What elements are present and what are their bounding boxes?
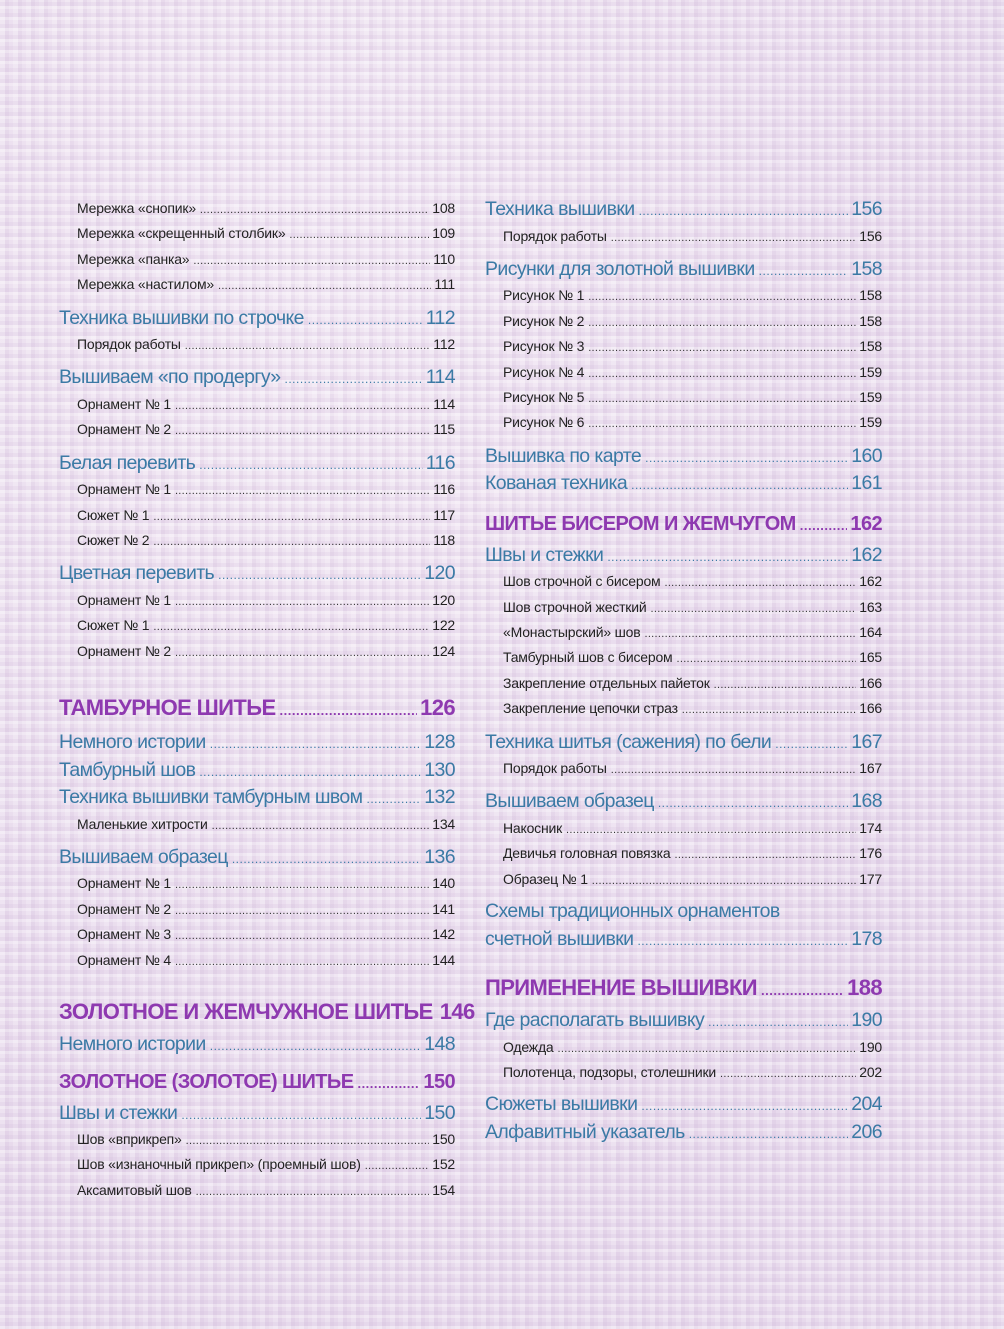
- entry-page: 132: [424, 786, 455, 809]
- toc-entry[interactable]: [59, 332, 455, 357]
- entry-title: Тамбурный шов: [59, 758, 196, 781]
- entry-page: 159: [859, 388, 882, 405]
- entry-page: 164: [859, 624, 882, 641]
- dot-leader: [175, 873, 429, 898]
- entry-page: 120: [424, 562, 455, 585]
- entry-title: Вышивка по карте: [485, 444, 642, 467]
- entry-page: 159: [859, 363, 882, 380]
- toc-heading[interactable]: [59, 844, 455, 872]
- toc-entry[interactable]: [59, 528, 455, 553]
- toc-heading[interactable]: [485, 196, 882, 224]
- dot-leader: [592, 869, 856, 894]
- dot-leader: [644, 622, 856, 647]
- entry-page: 109: [432, 225, 455, 242]
- dot-leader: [689, 1121, 849, 1149]
- entry-page: 122: [432, 617, 455, 634]
- dot-leader: [153, 505, 430, 530]
- entry-page: 148: [424, 1033, 455, 1056]
- entry-page: 174: [859, 819, 882, 836]
- entry-page: 150: [432, 1131, 455, 1148]
- entry-title: ШИТЬЕ БИСЕРОМ И ЖЕМЧУГОМ: [485, 512, 796, 535]
- entry-page: 162: [850, 512, 882, 535]
- dot-leader: [611, 758, 856, 783]
- entry-page: 178: [851, 927, 882, 950]
- toc-section-heading[interactable]: [485, 971, 882, 1005]
- toc-entry[interactable]: [59, 639, 455, 664]
- entry-title: Орнамент № 2: [77, 421, 171, 438]
- toc-heading[interactable]: [485, 1091, 882, 1119]
- entry-title: Мережка «снопик»: [77, 200, 196, 216]
- dot-leader: [631, 472, 848, 500]
- dot-leader: [175, 899, 429, 924]
- entry-title: Сюжеты вышивки: [485, 1093, 638, 1116]
- entry-title: Закрепление отдельных пайеток: [503, 674, 710, 691]
- dot-leader: [175, 394, 430, 419]
- entry-page: 141: [432, 900, 455, 917]
- dot-leader: [650, 597, 856, 622]
- toc-entry[interactable]: [485, 360, 882, 385]
- entry-page: 117: [433, 506, 455, 523]
- entry-title: счетной вышивки: [485, 927, 634, 950]
- entry-title: Орнамент № 1: [77, 875, 171, 892]
- entry-page: 154: [432, 1181, 455, 1198]
- entry-page: 130: [424, 758, 455, 781]
- dot-leader: [212, 814, 430, 839]
- dot-leader: [637, 928, 848, 956]
- dot-leader: [175, 924, 429, 949]
- dot-leader: [285, 366, 423, 394]
- entry-title: Немного истории: [59, 731, 206, 754]
- dot-leader: [800, 511, 848, 541]
- entry-page: 150: [423, 1070, 455, 1093]
- entry-title: Порядок работы: [503, 760, 607, 777]
- dot-leader: [775, 731, 848, 759]
- entry-title: «Монастырский» шов: [503, 624, 641, 641]
- dot-leader: [218, 274, 431, 299]
- toc-entry[interactable]: [485, 334, 882, 359]
- toc-heading[interactable]: [485, 1119, 882, 1147]
- entry-title: Рисунок № 3: [503, 338, 585, 355]
- dot-leader: [641, 1093, 848, 1121]
- dot-leader: [175, 419, 430, 444]
- entry-page: 111: [434, 276, 455, 293]
- toc-entry[interactable]: [485, 645, 882, 670]
- entry-title: Одежда: [503, 1038, 554, 1055]
- entry-title: Шов строчной с бисером: [503, 573, 661, 590]
- toc-entry[interactable]: [485, 671, 882, 696]
- toc-entry[interactable]: [485, 1035, 882, 1060]
- toc-entry[interactable]: [59, 196, 455, 221]
- toc-section-heading[interactable]: [59, 1067, 455, 1097]
- entry-page: 144: [432, 951, 455, 968]
- toc-entry[interactable]: [485, 595, 882, 620]
- entry-page: 114: [425, 366, 455, 389]
- entry-title: Техника вышивки по строчке: [59, 306, 304, 329]
- dot-leader: [357, 1069, 420, 1099]
- entry-title: Орнамент № 2: [77, 642, 171, 659]
- toc-entry[interactable]: [485, 696, 882, 721]
- dot-leader: [199, 452, 422, 480]
- entry-page: 118: [433, 532, 455, 549]
- dot-leader: [186, 1129, 430, 1154]
- toc-heading[interactable]: [59, 305, 455, 333]
- dot-leader: [588, 336, 856, 361]
- toc-heading[interactable]: [485, 788, 882, 816]
- entry-page: 190: [859, 1038, 882, 1055]
- entry-title: Вышиваем «по продергу»: [59, 366, 281, 389]
- toc-entry[interactable]: [485, 1060, 882, 1085]
- entry-title: Немного истории: [59, 1033, 206, 1056]
- entry-page: 167: [851, 730, 882, 753]
- entry-title: Швы и стежки: [59, 1101, 178, 1124]
- entry-page: 177: [859, 870, 882, 887]
- toc-entry[interactable]: [59, 247, 455, 272]
- entry-page: 204: [851, 1093, 882, 1116]
- entry-title: ЗОЛОТНОЕ (ЗОЛОТОЕ) ШИТЬЕ: [59, 1070, 354, 1093]
- entry-title: Рисунок № 4: [503, 363, 585, 380]
- dot-leader: [210, 1033, 422, 1061]
- entry-title: Сюжет № 1: [77, 506, 150, 523]
- toc-entry[interactable]: [485, 385, 882, 410]
- entry-page: 202: [859, 1064, 882, 1081]
- entry-page: 161: [851, 472, 882, 495]
- dot-leader: [181, 1102, 421, 1130]
- dot-leader: [175, 950, 429, 975]
- dot-leader: [658, 790, 848, 818]
- toc-heading[interactable]: [59, 560, 455, 588]
- entry-title: Полотенца, подзоры, столешники: [503, 1064, 717, 1081]
- entry-page: 115: [433, 421, 455, 438]
- dot-leader: [365, 1154, 430, 1179]
- entry-title: Порядок работы: [77, 336, 181, 353]
- entry-page: 124: [432, 642, 455, 659]
- toc-entry[interactable]: [59, 272, 455, 297]
- entry-page: 159: [859, 414, 882, 431]
- dot-leader: [761, 974, 844, 1008]
- toc-left-column: [59, 196, 475, 1203]
- dot-leader: [153, 615, 429, 640]
- entry-page: 188: [847, 975, 882, 1001]
- dot-leader: [720, 1062, 856, 1087]
- entry-page: 108: [432, 200, 455, 216]
- toc-entry[interactable]: [59, 477, 455, 502]
- toc-entry[interactable]: [485, 569, 882, 594]
- dot-leader: [639, 198, 849, 226]
- entry-title: Орнамент № 2: [77, 900, 171, 917]
- entry-page: 156: [859, 227, 882, 244]
- entry-title: Техника вышивки: [485, 198, 635, 220]
- entry-page: 158: [859, 312, 882, 329]
- entry-page: 162: [851, 543, 882, 566]
- toc-entry[interactable]: [59, 1152, 455, 1177]
- entry-page: 116: [425, 451, 455, 474]
- dot-leader: [199, 759, 421, 787]
- toc-entry[interactable]: [59, 392, 455, 417]
- entry-page: 136: [424, 845, 455, 868]
- dot-leader: [185, 334, 430, 359]
- toc-section-heading[interactable]: [59, 995, 475, 1029]
- entry-title: Рисунок № 5: [503, 388, 585, 405]
- dot-leader: [682, 698, 856, 723]
- entry-page: 134: [432, 815, 455, 832]
- dot-leader: [664, 571, 856, 596]
- toc-heading[interactable]: [59, 784, 455, 812]
- dot-leader: [153, 530, 430, 555]
- entry-title: ПРИМЕНЕНИЕ ВЫШИВКИ: [485, 975, 758, 1001]
- dot-leader: [558, 1037, 857, 1062]
- entry-title: Вышиваем образец: [485, 790, 654, 813]
- dot-leader: [289, 223, 429, 248]
- entry-title: Рисунок № 6: [503, 414, 585, 431]
- entry-title: Шов «вприкреп»: [77, 1131, 182, 1148]
- toc-entry[interactable]: [59, 588, 455, 613]
- dot-leader: [674, 843, 856, 868]
- toc-heading[interactable]: [485, 729, 882, 757]
- dot-leader: [280, 694, 418, 728]
- entry-title: Рисунок № 2: [503, 312, 585, 329]
- entry-page: 165: [859, 649, 882, 666]
- toc-entry[interactable]: [485, 620, 882, 645]
- toc-heading[interactable]: [59, 757, 455, 785]
- toc-heading[interactable]: [59, 1031, 455, 1059]
- entry-title: Орнамент № 1: [77, 395, 171, 412]
- toc-heading[interactable]: [59, 364, 455, 392]
- toc-entry[interactable]: [59, 1127, 455, 1152]
- entry-page: 158: [859, 287, 882, 304]
- dot-leader: [232, 846, 421, 874]
- dot-leader: [645, 445, 848, 473]
- toc-entry[interactable]: [59, 1178, 455, 1203]
- dot-leader: [588, 311, 856, 336]
- toc-entry[interactable]: [59, 613, 455, 638]
- toc-entry[interactable]: [485, 756, 882, 781]
- toc-heading[interactable]: [59, 450, 455, 478]
- dot-leader: [588, 412, 856, 437]
- dot-leader: [708, 1009, 848, 1037]
- toc-entry[interactable]: [59, 812, 455, 837]
- entry-page: 166: [859, 700, 882, 717]
- toc-heading[interactable]: [485, 542, 882, 570]
- entry-title: ЗОЛОТНОЕ И ЖЕМЧУЖНОЕ ШИТЬЕ: [59, 999, 433, 1025]
- entry-title: Шов строчной жесткий: [503, 598, 647, 615]
- dot-leader: [588, 362, 856, 387]
- entry-title: Шов «изнаночный прикреп» (проемный шов): [77, 1156, 361, 1173]
- entry-title: Сюжет № 1: [77, 617, 150, 634]
- toc-entry[interactable]: [59, 948, 455, 973]
- toc-heading[interactable]: [485, 443, 882, 471]
- dot-leader: [611, 226, 856, 251]
- entry-title: Белая перевить: [59, 451, 196, 474]
- toc-entry[interactable]: [59, 871, 455, 896]
- entry-page: 160: [851, 444, 882, 467]
- entry-title: Орнамент № 4: [77, 951, 171, 968]
- toc-entry[interactable]: [485, 410, 882, 435]
- toc-entry[interactable]: [485, 309, 882, 334]
- entry-page: 206: [851, 1120, 882, 1143]
- toc-heading[interactable]: [485, 1007, 882, 1035]
- entry-title: Рисунки для золотной вышивки: [485, 257, 755, 280]
- entry-page: 156: [851, 198, 882, 220]
- toc-heading[interactable]: [59, 1100, 455, 1128]
- entry-page: 120: [432, 591, 455, 608]
- dot-leader: [200, 198, 429, 223]
- toc-entry[interactable]: [59, 922, 455, 947]
- entry-title: Закрепление цепочки страз: [503, 700, 678, 717]
- toc-heading[interactable]: [485, 926, 882, 954]
- dot-leader: [175, 590, 429, 615]
- dot-leader: [588, 387, 856, 412]
- entry-page: 166: [859, 674, 882, 691]
- entry-page: 163: [859, 598, 882, 615]
- entry-title: Цветная перевить: [59, 562, 215, 585]
- dot-leader: [676, 647, 856, 672]
- entry-title: Тамбурный шов с бисером: [503, 649, 673, 666]
- toc-entry[interactable]: [485, 816, 882, 841]
- entry-title: Порядок работы: [503, 227, 607, 244]
- dot-leader: [175, 641, 429, 666]
- entry-title: Мережка «панка»: [77, 250, 190, 267]
- entry-title: Где располагать вышивку: [485, 1009, 705, 1032]
- entry-title: Сюжет № 2: [77, 532, 150, 549]
- entry-title: ТАМБУРНОЕ ШИТЬЕ: [59, 695, 276, 721]
- entry-page: 152: [432, 1156, 455, 1173]
- entry-title: Орнамент № 1: [77, 591, 171, 608]
- entry-title: Вышиваем образец: [59, 845, 228, 868]
- toc-heading[interactable]: [59, 729, 455, 757]
- entry-title: Алфавитный указатель: [485, 1120, 685, 1143]
- entry-title: Накосник: [503, 819, 563, 836]
- entry-page: 162: [859, 573, 882, 590]
- entry-page: 167: [859, 760, 882, 777]
- entry-title: Швы и стежки: [485, 543, 604, 566]
- entry-title: Аксамитовый шов: [77, 1181, 192, 1198]
- dot-leader: [218, 562, 421, 590]
- dot-leader: [607, 544, 848, 572]
- dot-leader: [308, 307, 423, 335]
- entry-page: 112: [425, 306, 455, 329]
- entry-page: 128: [424, 731, 455, 754]
- entry-title: Орнамент № 1: [77, 481, 171, 498]
- dot-leader: [210, 731, 422, 759]
- dot-leader: [714, 673, 857, 698]
- entry-page: 126: [420, 695, 455, 721]
- entry-title: Девичья головная повязка: [503, 845, 671, 862]
- toc-heading[interactable]: [485, 470, 882, 498]
- entry-title: Техника шитья (сажения) по бели: [485, 730, 772, 753]
- entry-title: Мережка «настилом»: [77, 276, 214, 293]
- entry-title: Мережка «скрещенный столбик»: [77, 225, 286, 242]
- toc-section-heading[interactable]: [485, 509, 882, 539]
- entry-title: Рисунок № 1: [503, 287, 585, 304]
- dot-leader: [366, 786, 421, 814]
- entry-title: Орнамент № 3: [77, 926, 171, 943]
- toc-heading-first-line[interactable]: Схемы традиционных орнаментов: [485, 900, 780, 923]
- toc-entry[interactable]: [59, 503, 455, 528]
- toc-entry[interactable]: [59, 417, 455, 442]
- toc-right-column: [485, 196, 882, 1146]
- dot-leader: [193, 249, 430, 274]
- entry-page: 158: [859, 338, 882, 355]
- entry-page: 140: [432, 875, 455, 892]
- toc-entry[interactable]: [59, 221, 455, 246]
- dot-leader: [588, 285, 856, 310]
- entry-page: 112: [433, 336, 455, 353]
- entry-title: Кованая техника: [485, 472, 628, 495]
- entry-title: Техника вышивки тамбурным швом: [59, 786, 363, 809]
- entry-page: 150: [424, 1101, 455, 1124]
- dot-leader: [175, 479, 430, 504]
- toc-entry[interactable]: [485, 867, 882, 892]
- entry-page: 190: [851, 1009, 882, 1032]
- entry-page: 176: [859, 845, 882, 862]
- entry-page: 146: [439, 999, 475, 1025]
- dot-leader: [759, 258, 849, 286]
- entry-page: 142: [432, 926, 455, 943]
- dot-leader: [566, 818, 856, 843]
- toc-entry[interactable]: [485, 283, 882, 308]
- toc-entry[interactable]: [59, 897, 455, 922]
- entry-page: 168: [851, 790, 882, 813]
- entry-page: 158: [851, 257, 882, 280]
- toc-entry[interactable]: [485, 841, 882, 866]
- entry-page: 116: [433, 481, 455, 498]
- entry-page: 110: [433, 250, 455, 267]
- entry-title: Маленькие хитрости: [77, 815, 208, 832]
- toc-section-heading[interactable]: [59, 691, 455, 725]
- entry-page: 114: [433, 395, 455, 412]
- toc-entry[interactable]: [485, 224, 882, 249]
- entry-title: Образец № 1: [503, 870, 588, 887]
- toc-heading[interactable]: [485, 256, 882, 284]
- dot-leader: [196, 1180, 430, 1205]
